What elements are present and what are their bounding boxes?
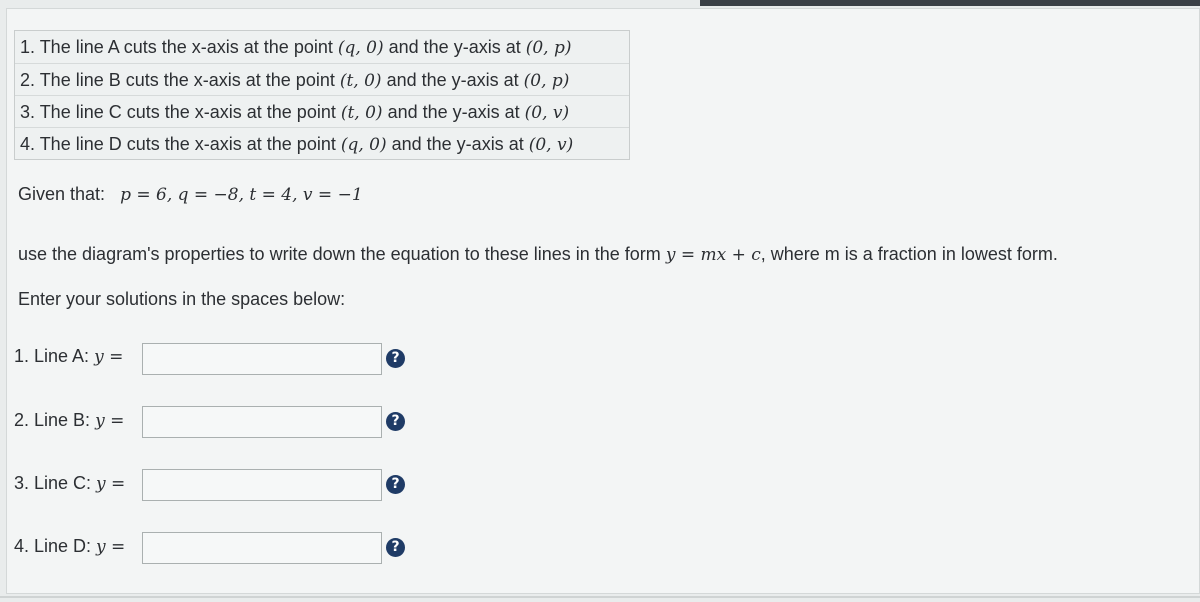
answer-label-line-c [14,473,125,494]
line-b-x-intercept: (t, 0) [339,71,382,91]
instruction-form: y = mx + c [665,245,761,265]
answer-label-var: y = [96,474,126,494]
line-b-mid-text: and the y-axis at [381,70,524,90]
line-a-x-intercept: (q, 0) [337,38,384,58]
help-icon-line-b[interactable]: ? [386,412,405,431]
instruction-suffix: , where m is a fraction in lowest form. [760,244,1058,264]
line-c-y-intercept: (0, v) [524,103,570,123]
line-c-x-intercept: (t, 0) [340,103,383,123]
answer-input-line-a[interactable] [142,343,382,375]
answer-label-text: 1. Line A: [14,346,95,366]
help-icon-line-c[interactable]: ? [386,475,405,494]
given-values: p = 6, q = −8, t = 4, v = −1 [120,185,363,205]
line-a-mid-text: and the y-axis at [383,37,526,57]
line-definitions-table [14,30,630,160]
line-d-definition [15,127,629,159]
help-icon-line-a[interactable]: ? [386,349,405,368]
given-statement [18,184,363,205]
answer-label-var: y = [96,537,126,557]
given-label: Given that: [18,184,106,204]
enter-prompt: Enter your solutions in the spaces below: [18,289,346,309]
line-a-y-intercept: (0, p) [525,38,572,58]
line-b-definition [15,63,629,95]
answer-label-line-d [14,536,125,557]
answer-input-line-b[interactable] [142,406,382,438]
answer-label-text: 4. Line D: [14,536,97,556]
line-d-y-intercept: (0, v) [528,135,574,155]
answer-input-line-c[interactable] [142,469,382,501]
line-a-text: 1. The line A cuts the x-axis at the point [20,37,338,57]
answer-label-line-a [14,346,123,367]
answer-label-text: 3. Line C: [14,473,97,493]
instruction [18,244,1058,265]
instruction-text: use the diagram's properties to write down the equation to these lines in the form [18,244,666,264]
line-d-text: 4. The line D cuts the x-axis at the point [20,134,341,154]
top-bar [700,0,1200,6]
answer-label-text: 2. Line B: [14,410,96,430]
line-c-definition [15,95,629,127]
answer-label-var: y = [94,347,124,367]
bottom-divider [0,596,1200,598]
line-b-text: 2. The line B cuts the x-axis at the point [20,70,340,90]
answer-input-line-d[interactable] [142,532,382,564]
help-icon-line-d[interactable]: ? [386,538,405,557]
answer-label-line-b [14,410,124,431]
line-d-mid-text: and the y-axis at [386,134,529,154]
line-d-x-intercept: (q, 0) [340,135,387,155]
answer-label-var: y = [95,411,125,431]
line-c-text: 3. The line C cuts the x-axis at the point [20,102,341,122]
line-a-definition [15,31,629,63]
line-b-y-intercept: (0, p) [523,71,570,91]
line-c-mid-text: and the y-axis at [382,102,525,122]
